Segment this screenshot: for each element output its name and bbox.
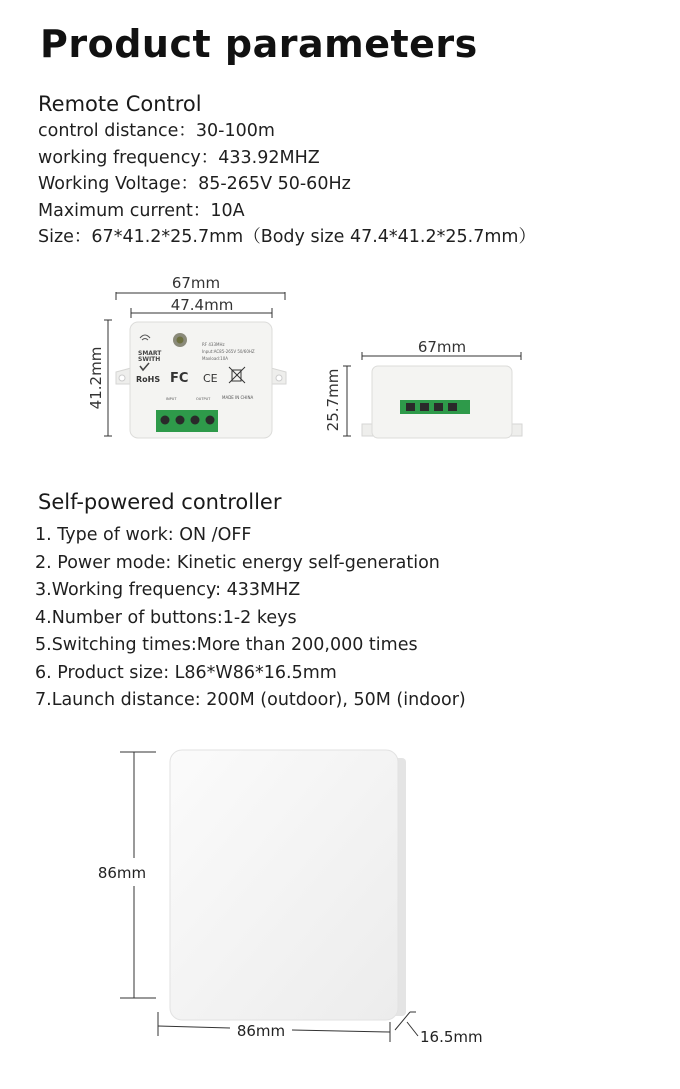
device-brand-line1: SMART: [138, 350, 162, 357]
spec-number-of-buttons: 4.Number of buttons:1-2 keys: [35, 607, 297, 628]
spec-switching-times: 5.Switching times:More than 200,000 times: [35, 635, 418, 655]
self-powered-heading: Self-powered controller: [38, 490, 282, 514]
device-made-in-label: MADE IN CHINA: [222, 395, 254, 400]
device-fc-mark: FC: [170, 371, 189, 386]
page-title: Product parameters: [40, 22, 478, 66]
self-powered-specs: [35, 522, 466, 715]
device-output-label: OUTPUT: [196, 397, 211, 401]
remote-control-heading: Remote Control: [38, 92, 202, 116]
spec-working-frequency: working frequency：433.92MHZ: [38, 147, 320, 168]
spec-maximum-current: Maximum current：10A: [38, 200, 245, 221]
dim-height-41mm: 41.2mm: [87, 346, 105, 410]
spec-product-size: 6. Product size: L86*W86*16.5mm: [35, 662, 337, 683]
remote-device-front-view: [116, 322, 286, 438]
wall-switch-panel: [170, 750, 406, 1020]
spec-power-mode: 2. Power mode: Kinetic energy self-generation: [35, 552, 440, 573]
dim-width-67mm: 67mm: [171, 274, 221, 292]
switch-width-86mm: 86mm: [236, 1022, 286, 1040]
device-rohs-mark: RoHS: [136, 375, 161, 384]
remote-control-specs: [38, 118, 536, 251]
spec-control-distance: control distance：30-100m: [38, 121, 275, 141]
device-spec-line2: Input:AC85-265V 50/60HZ: [202, 349, 255, 354]
device-input-label: INPUT: [166, 397, 177, 401]
device-spec-line3: Maxload:10A: [202, 356, 228, 361]
dim-side-width-67mm: 67mm: [417, 338, 467, 356]
spec-size: Size：67*41.2*25.7mm（Body size 47.4*41.2*25.7mm）: [38, 227, 536, 247]
dim-body-width-47mm: 47.4mm: [170, 296, 234, 314]
device-brand-line2: SWITH: [138, 356, 161, 363]
switch-depth-16mm: 16.5mm: [420, 1028, 483, 1046]
spec-launch-distance: 7.Launch distance: 200M (outdoor), 50M (indoor): [35, 690, 466, 710]
switch-height-86mm: 86mm: [97, 864, 147, 882]
switch-diagram: [0, 740, 680, 1080]
device-ce-mark: CE: [203, 372, 218, 385]
remote-control-diagram: [0, 260, 680, 460]
spec-frequency: 3.Working frequency: 433MHZ: [35, 580, 301, 600]
dim-depth-25mm: 25.7mm: [324, 368, 342, 432]
spec-working-voltage: Working Voltage：85-265V 50-60Hz: [38, 174, 351, 194]
remote-device-side-view: [362, 366, 522, 438]
device-spec-line1: RF 433MHz: [202, 342, 225, 347]
spec-type-of-work: 1. Type of work: ON /OFF: [35, 525, 252, 545]
